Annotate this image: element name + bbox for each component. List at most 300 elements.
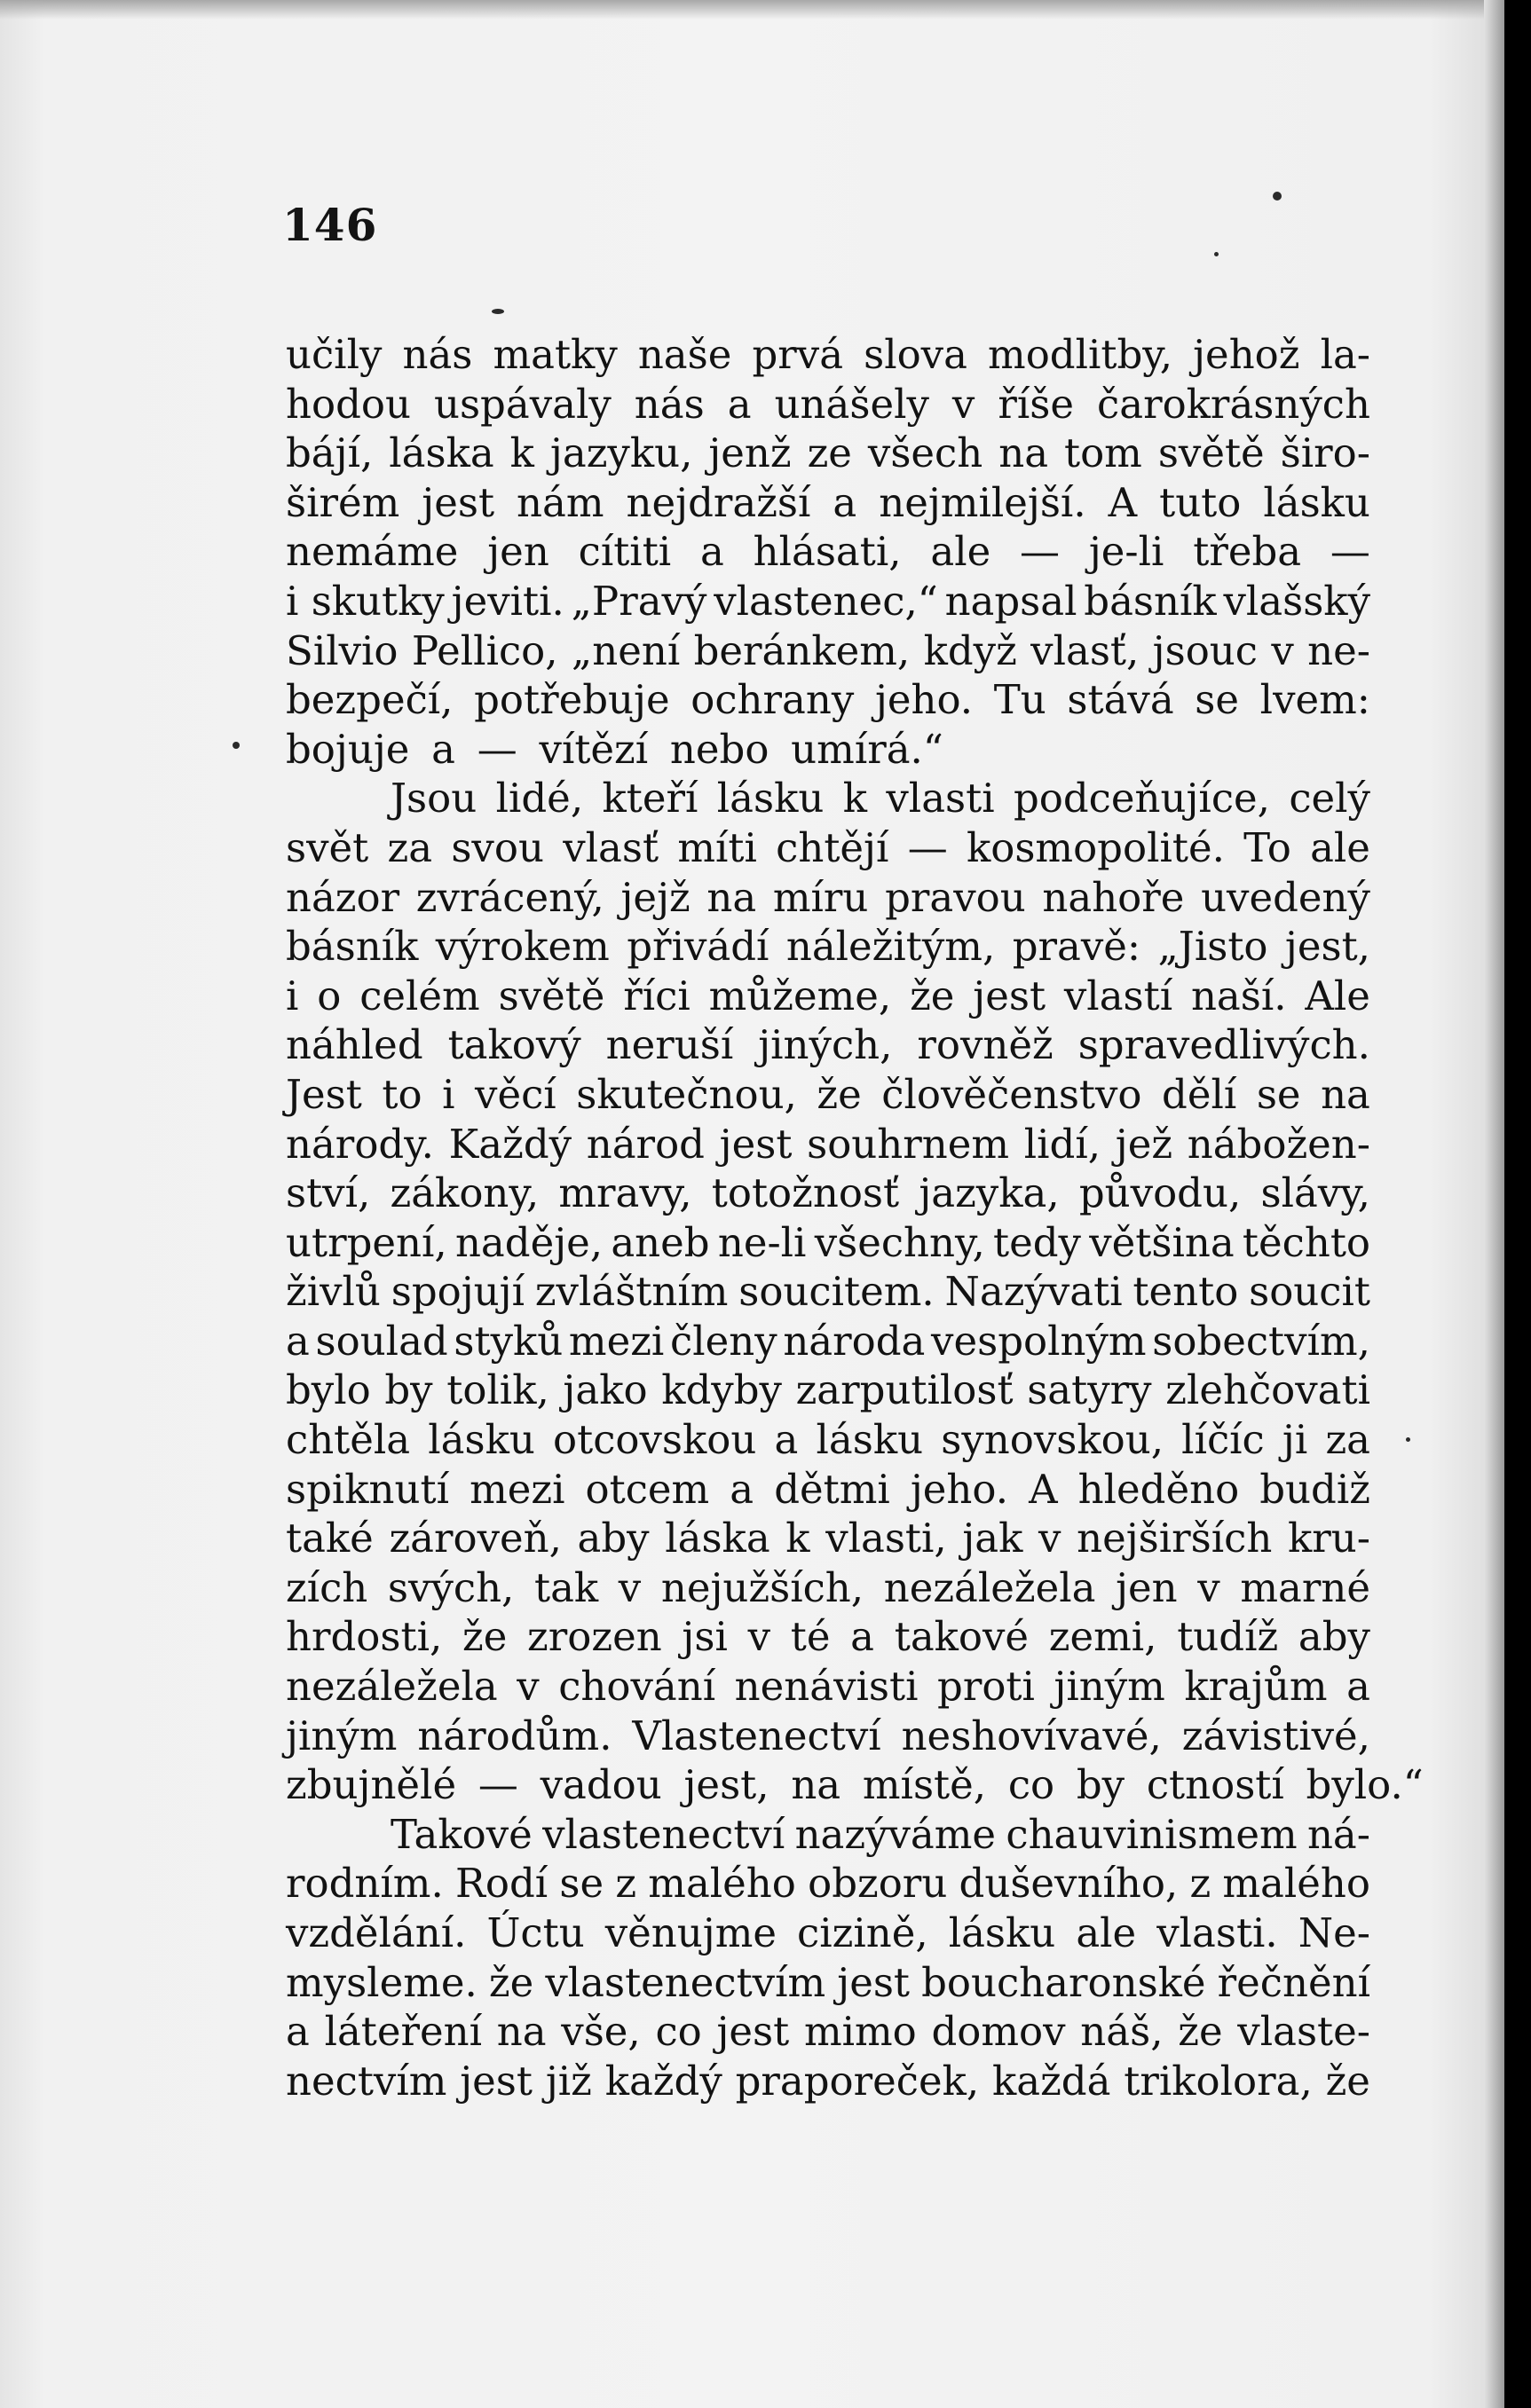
word: širém — [286, 478, 400, 526]
word: zemi, — [1048, 1613, 1157, 1661]
word: jehož — [1193, 331, 1300, 378]
text-line — [286, 1218, 1370, 1268]
word: mezi — [568, 1317, 665, 1365]
word: to — [382, 1070, 422, 1118]
word: nejdražší — [626, 478, 811, 526]
word: bylo — [286, 1366, 371, 1414]
word: lásku — [816, 1416, 924, 1464]
word: místě, — [862, 1761, 987, 1809]
word: jen — [487, 528, 549, 576]
word: a — [727, 380, 752, 428]
word: v — [1038, 1515, 1061, 1562]
word: vlašský — [1223, 577, 1370, 625]
word: naší. — [1190, 972, 1287, 1019]
word: a — [431, 725, 456, 773]
word: vše, — [561, 2008, 641, 2056]
word: národ — [586, 1120, 705, 1168]
text-line — [286, 1365, 1370, 1415]
word: nábožen- — [1187, 1120, 1370, 1168]
word: pravě: — [1012, 923, 1141, 971]
word: že — [462, 1613, 508, 1661]
word: původu, — [1078, 1169, 1242, 1217]
word: zákony, — [390, 1169, 540, 1217]
word: nezáležela — [883, 1563, 1096, 1611]
scan-speck — [492, 309, 504, 314]
word: jest — [460, 2057, 533, 2105]
word: zvrácený, — [415, 873, 604, 921]
word: mysleme. — [286, 1958, 477, 2006]
scan-speck — [1273, 192, 1282, 201]
word: náležitým, — [785, 923, 996, 971]
text-line — [286, 1712, 1370, 1761]
word: také — [286, 1515, 374, 1562]
word: proti — [937, 1663, 1035, 1711]
text-line — [286, 577, 1370, 626]
word: lásku — [428, 1416, 535, 1464]
word: hlásati, — [753, 528, 902, 576]
word: jest — [719, 1120, 793, 1168]
word: dětmi — [774, 1465, 890, 1513]
word: — — [1020, 528, 1061, 576]
word: celém — [359, 972, 480, 1019]
scan-speck — [1214, 252, 1219, 256]
word: že — [910, 972, 955, 1019]
word: v — [747, 1613, 771, 1661]
page-edge — [1484, 0, 1504, 2408]
word: za — [387, 823, 433, 871]
word: tolik, — [446, 1366, 549, 1414]
word: na — [706, 873, 757, 921]
word: jiným — [1054, 1663, 1165, 1711]
word: by — [1076, 1761, 1125, 1809]
word: celý — [1289, 775, 1370, 822]
word: ctností — [1146, 1761, 1284, 1809]
word: nectvím — [286, 2057, 447, 2105]
text-line — [286, 1612, 1370, 1662]
word: národy. — [286, 1120, 434, 1168]
word: ale — [930, 528, 991, 576]
word: náhled — [286, 1021, 423, 1069]
word: k — [509, 429, 534, 477]
word: tudíž — [1177, 1613, 1279, 1661]
word: Úctu — [486, 1909, 585, 1956]
word: vespolným — [931, 1317, 1147, 1365]
word: uspávaly — [433, 380, 612, 428]
word: — — [477, 1761, 518, 1809]
word: „není — [571, 626, 681, 674]
word: a — [850, 1613, 875, 1661]
text-line — [286, 2057, 1370, 2106]
word: na — [1321, 1070, 1370, 1118]
word: nazýváme — [794, 1810, 997, 1858]
word: vzdělání. — [286, 1909, 467, 1956]
word: A — [1029, 1465, 1058, 1513]
word: zarputilosť — [795, 1366, 1014, 1414]
word: výrokem — [435, 923, 610, 971]
text-line — [286, 1514, 1370, 1563]
word: když — [923, 626, 1017, 674]
text-line — [286, 2007, 1370, 2057]
word: aby — [577, 1515, 650, 1562]
word: láteření — [324, 2008, 483, 2056]
scan-speck — [233, 742, 240, 749]
word: vlasť, — [1030, 626, 1140, 674]
word: každý — [604, 2057, 722, 2105]
word: malého — [1222, 1860, 1370, 1908]
word: To — [1243, 823, 1291, 871]
word: každá — [992, 2057, 1111, 2105]
word: ze — [807, 429, 852, 477]
word: „Jisto — [1157, 923, 1268, 971]
word: kteří — [602, 775, 698, 822]
word: jiných, — [758, 1021, 893, 1069]
word: jest, — [1284, 923, 1370, 971]
word: jazyku, — [549, 429, 693, 477]
word: tuto — [1159, 478, 1242, 526]
word: unášely — [774, 380, 929, 428]
word: sobectvím, — [1152, 1317, 1370, 1365]
word: domov — [931, 2008, 1066, 2056]
word: ne-li — [717, 1218, 807, 1266]
word: kdyby — [661, 1366, 782, 1414]
word: věnujme — [604, 1909, 777, 1956]
word: a — [730, 1465, 754, 1513]
word: lidí, — [1023, 1120, 1101, 1168]
word: vlaste- — [1237, 2008, 1370, 2056]
word: člověčenstvo — [881, 1070, 1142, 1118]
text-line — [286, 774, 1370, 823]
word: Tu — [993, 676, 1046, 724]
word: kru- — [1287, 1515, 1370, 1562]
word: — — [907, 823, 948, 871]
word: a — [286, 2008, 310, 2056]
word: všech — [867, 429, 983, 477]
word: dělí — [1162, 1070, 1237, 1118]
word: lvem: — [1259, 676, 1370, 724]
word: všechny, — [814, 1218, 985, 1266]
word: na — [791, 1761, 841, 1809]
word: míti — [677, 823, 757, 871]
word: lidé, — [495, 775, 584, 822]
word: většina — [1089, 1218, 1235, 1266]
word: chtěla — [286, 1416, 411, 1464]
word: ale — [1310, 823, 1370, 871]
word: aneb — [611, 1218, 710, 1266]
word: Jest — [286, 1070, 362, 1118]
word: utrpení, — [286, 1218, 447, 1266]
word: stává — [1067, 676, 1174, 724]
word: v — [1271, 626, 1294, 674]
word: beránkem, — [693, 626, 911, 674]
word: bájí, — [286, 429, 374, 477]
word: tedy — [993, 1218, 1081, 1266]
word: krajům — [1184, 1663, 1328, 1711]
word: podceňujíce, — [1013, 775, 1270, 822]
word: v — [618, 1563, 642, 1611]
word: i — [286, 972, 299, 1019]
word: té — [790, 1613, 831, 1661]
word: synovskou, — [941, 1416, 1164, 1464]
word: duševního, — [959, 1860, 1179, 1908]
word: Každý — [448, 1120, 572, 1168]
word: cítiti — [578, 528, 672, 576]
word: vlastenectví — [542, 1810, 785, 1858]
word: světě — [1157, 429, 1265, 477]
word: nezáležela — [286, 1663, 498, 1711]
word: hrdosti, — [286, 1613, 443, 1661]
word: spiknutí — [286, 1465, 449, 1513]
word: nás — [402, 331, 473, 378]
word: ná- — [1306, 1810, 1370, 1858]
text-line — [286, 675, 1370, 725]
word: nejužších, — [660, 1563, 864, 1611]
word: nás — [634, 380, 705, 428]
word: takové — [894, 1613, 1030, 1661]
word: slávy, — [1260, 1169, 1370, 1217]
word: zároveň, — [389, 1515, 562, 1562]
page-number: 146 — [282, 199, 378, 251]
word: soucitem. — [738, 1268, 935, 1316]
word: nenávisti — [734, 1663, 919, 1711]
word: zích — [286, 1563, 368, 1611]
word: čarokrásných — [1097, 380, 1370, 428]
scan-shadow — [0, 0, 1504, 20]
word: a — [774, 1416, 799, 1464]
text-line — [286, 330, 1370, 380]
word: budiž — [1259, 1465, 1370, 1513]
word: nám — [517, 478, 604, 526]
word: Takové — [391, 1810, 533, 1858]
word: aby — [1298, 1613, 1370, 1661]
word: Vlastenectví — [632, 1712, 881, 1759]
word: otcem — [585, 1465, 710, 1513]
text-line — [286, 380, 1370, 429]
word: ství, — [286, 1169, 371, 1217]
word: tento — [1132, 1268, 1239, 1316]
word: z — [1189, 1860, 1211, 1908]
word: co — [1007, 1761, 1055, 1809]
word: láska — [389, 429, 494, 477]
word: i — [442, 1070, 455, 1118]
word: že — [1325, 2057, 1370, 2105]
text-line — [286, 1908, 1370, 1958]
word: chtějí — [776, 823, 889, 871]
word: k — [842, 775, 867, 822]
word: bojuje — [286, 725, 410, 773]
word: názor — [286, 873, 400, 921]
text-line — [286, 1563, 1370, 1613]
scan-speck — [1406, 1437, 1410, 1442]
word: že — [1178, 2008, 1223, 2056]
word: že — [488, 1958, 534, 2006]
word: svých, — [387, 1563, 515, 1611]
word: bylo.“ — [1306, 1761, 1424, 1809]
word: prvá — [752, 331, 844, 378]
word: soucit — [1249, 1268, 1370, 1316]
word: národa — [783, 1317, 926, 1365]
word: otcovskou — [553, 1416, 757, 1464]
word: i skutky — [286, 577, 445, 625]
word: jen — [1116, 1563, 1178, 1611]
word: neruší — [605, 1021, 734, 1069]
word: boucharonské — [921, 1958, 1206, 2006]
word: umírá.“ — [791, 725, 943, 773]
word: vadou — [540, 1761, 662, 1809]
text-line — [286, 725, 1370, 775]
word: lásku — [948, 1909, 1056, 1956]
word: jeho. — [874, 676, 974, 724]
word: jsouc — [1152, 626, 1258, 674]
word: těchto — [1242, 1218, 1370, 1266]
text-line — [286, 1267, 1370, 1317]
word: jenž — [708, 429, 792, 477]
word: Silvio — [286, 626, 399, 674]
word: soulad — [315, 1317, 448, 1365]
word: co — [655, 2008, 702, 2056]
word: vlasti — [886, 775, 995, 822]
word: jest — [973, 972, 1046, 1019]
word: vlastí — [1063, 972, 1173, 1019]
word: ne- — [1307, 626, 1370, 674]
text-line — [286, 823, 1370, 873]
word: Nazývati — [944, 1268, 1123, 1316]
word: a — [833, 478, 857, 526]
word: jeho. — [910, 1465, 1009, 1513]
word: jsi — [682, 1613, 728, 1661]
word: potřebuje — [474, 676, 670, 724]
word: praporeček, — [735, 2057, 980, 2105]
text-line — [286, 626, 1370, 676]
word: v — [1197, 1563, 1220, 1611]
word: zrozen — [527, 1613, 662, 1661]
word: jest, — [683, 1761, 769, 1809]
word: na — [998, 429, 1049, 477]
word: tom — [1064, 429, 1142, 477]
word: Ale — [1305, 972, 1370, 1019]
word: lásku — [716, 775, 825, 822]
text-line — [286, 1415, 1370, 1465]
word: se — [559, 1860, 604, 1908]
word: ochrany — [691, 676, 855, 724]
word: tak — [533, 1563, 599, 1611]
word: třeba — [1193, 528, 1302, 576]
word: jest — [837, 1958, 911, 2006]
word: a — [1346, 1663, 1370, 1711]
word: vlastenec,“ — [714, 577, 938, 625]
text-line — [286, 1465, 1370, 1515]
word: totožnosť — [711, 1169, 900, 1217]
word: líčíc — [1181, 1416, 1265, 1464]
word: skutečnou, — [576, 1070, 797, 1118]
word: nejmilejší. — [879, 478, 1086, 526]
word: kosmopolité. — [966, 823, 1225, 871]
word: můžeme, — [708, 972, 892, 1019]
word: říše — [998, 380, 1075, 428]
word: ale — [1076, 1909, 1137, 1956]
word: v — [951, 380, 975, 428]
word: chauvinismem — [1006, 1810, 1298, 1858]
word: nahoře — [1042, 873, 1185, 921]
word: jež — [1115, 1120, 1173, 1168]
word: mezi — [470, 1465, 565, 1513]
word: v — [517, 1663, 540, 1711]
word: naše — [637, 331, 732, 378]
word: jejž — [620, 873, 691, 921]
word: trikolora, — [1124, 2057, 1313, 2105]
word: napsal — [944, 577, 1077, 625]
word: pravou — [885, 873, 1026, 921]
word: uvedený — [1201, 873, 1370, 921]
word: jiným — [286, 1712, 398, 1759]
word: svět — [286, 823, 369, 871]
word: jest — [422, 478, 495, 526]
word: — — [477, 725, 517, 773]
word: závistivé, — [1181, 1712, 1370, 1759]
word: a — [699, 528, 724, 576]
word: A — [1108, 478, 1138, 526]
text-line — [286, 1760, 1424, 1810]
word: svou — [451, 823, 544, 871]
word: marné — [1240, 1563, 1370, 1611]
word: nebo — [669, 725, 769, 773]
word: vítězí — [539, 725, 649, 773]
word: spojují — [391, 1268, 525, 1316]
text-line — [286, 429, 1370, 478]
word: jak — [962, 1515, 1023, 1562]
word: jako — [563, 1366, 648, 1414]
word: takový — [447, 1021, 581, 1069]
word: neshovívavé, — [901, 1712, 1162, 1759]
word: obzoru — [808, 1860, 948, 1908]
text-line — [286, 478, 1370, 528]
word: mimo — [803, 2008, 917, 2056]
word: ji — [1282, 1416, 1308, 1464]
word: malého — [648, 1860, 796, 1908]
word: že — [817, 1070, 862, 1118]
text-line — [286, 527, 1370, 577]
word: satyry — [1027, 1366, 1152, 1414]
text-line — [286, 1958, 1370, 2008]
word: širo- — [1280, 429, 1370, 477]
word: modlitby, — [988, 331, 1173, 378]
word: členy — [670, 1317, 777, 1365]
word: matky — [493, 331, 618, 378]
text-line — [286, 1859, 1370, 1908]
word: Jsou — [391, 775, 477, 822]
word: k — [785, 1515, 810, 1562]
word: vlastenectvím — [545, 1958, 826, 2006]
word: styků — [454, 1317, 564, 1365]
word: na — [496, 2008, 547, 2056]
word: Pellico, — [411, 626, 558, 674]
text-line — [286, 1662, 1370, 1712]
word: náš, — [1080, 2008, 1164, 2056]
word: hleděno — [1077, 1465, 1240, 1513]
word: o — [317, 972, 342, 1019]
word: světě — [498, 972, 605, 1019]
word: živlů — [286, 1268, 381, 1316]
word: vlasť — [563, 823, 659, 871]
word: souhrnem — [807, 1120, 1010, 1168]
word: básník — [286, 923, 419, 971]
text-line — [286, 873, 1370, 923]
word: spravedlivých. — [1077, 1021, 1370, 1069]
word: nejširších — [1077, 1515, 1273, 1562]
word: hodou — [286, 380, 411, 428]
word: láska — [665, 1515, 770, 1562]
word: z — [615, 1860, 637, 1908]
body-text — [286, 330, 1424, 2105]
